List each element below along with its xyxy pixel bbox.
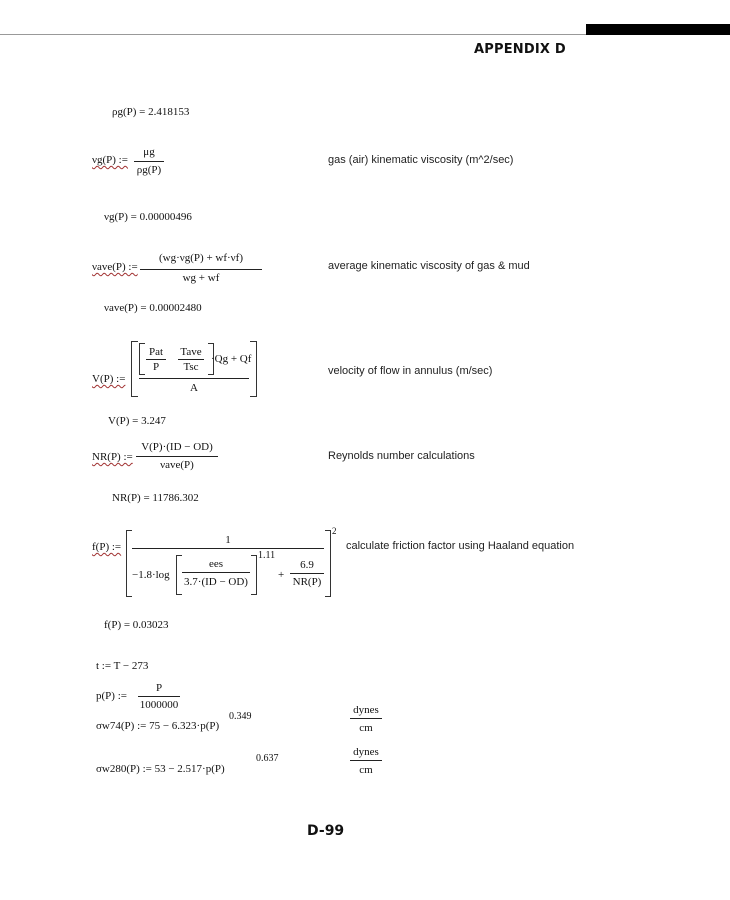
sigma-w280-exponent: 0.637 [256, 753, 279, 764]
velocity-annotation: velocity of flow in annulus (m/sec) [328, 365, 493, 377]
sigma-w74-units-denominator: cm [359, 722, 373, 734]
nu-ave-lhs: νave(P) := [92, 261, 138, 273]
friction-inner-fraction-bar [182, 572, 250, 573]
friction-coefficient: −1.8·log [132, 569, 170, 581]
friction-result: f(P) = 0.03023 [104, 619, 169, 631]
header-bar [586, 24, 730, 35]
pressure-numerator: P [155, 682, 163, 694]
velocity-right-bracket [250, 341, 257, 397]
friction-log-right-bracket [251, 555, 257, 595]
friction-plus: + [278, 569, 285, 581]
friction-roughness: ees [208, 558, 224, 570]
friction-square-exponent: 2 [332, 526, 337, 536]
temperature-definition: t := T − 273 [96, 660, 149, 672]
velocity-tave: Tave [180, 346, 202, 358]
velocity-p: P [152, 361, 160, 373]
sigma-w280-units-bar [350, 760, 382, 761]
velocity-pressure-fraction-bar [146, 359, 166, 360]
friction-reynolds-fraction-bar [290, 573, 324, 574]
nu-ave-annotation: average kinematic viscosity of gas & mud [328, 260, 530, 272]
rho-g-result: ρg(P) = 2.418153 [112, 106, 190, 118]
reynolds-fraction-bar [136, 456, 218, 457]
velocity-flow-term: ·Qg + Qf [211, 353, 252, 365]
velocity-area: A [190, 382, 198, 394]
reynolds-annotation: Reynolds number calculations [328, 450, 475, 462]
reynolds-lhs: NR(P) := [92, 451, 133, 463]
pressure-denominator: 1000000 [139, 699, 179, 711]
nu-g-fraction-bar [134, 161, 164, 162]
friction-lhs: f(P) := [92, 541, 122, 553]
velocity-lhs: V(P) := [92, 373, 126, 385]
nu-g-lhs: νg(P) := [92, 154, 128, 166]
sigma-w280-units-denominator: cm [359, 764, 373, 776]
pressure-fraction-bar [138, 696, 180, 697]
nu-g-result: νg(P) = 0.00000496 [104, 211, 192, 223]
nu-g-numerator: μg [143, 146, 155, 158]
velocity-fraction-bar [139, 378, 249, 379]
velocity-temperature-fraction-bar [178, 359, 204, 360]
sigma-w74-units-numerator: dynes [353, 704, 379, 716]
friction-six-nine: 6.9 [300, 559, 314, 571]
sigma-w74-definition: σw74(P) := 75 − 6.323·p(P) [96, 720, 220, 732]
nu-g-annotation: gas (air) kinematic viscosity (m^2/sec) [328, 154, 514, 166]
page-number: D-99 [307, 823, 345, 839]
appendix-heading: APPENDIX D [474, 42, 566, 57]
nu-g-denominator: ρg(P) [136, 164, 162, 176]
friction-exponent: 1.11 [258, 550, 276, 561]
sigma-w280-definition: σw280(P) := 53 − 2.517·p(P) [96, 763, 225, 775]
velocity-result: V(P) = 3.247 [108, 415, 166, 427]
friction-outer-right-bracket [325, 530, 331, 597]
sigma-w74-exponent: 0.349 [229, 711, 252, 722]
friction-one: 1 [225, 534, 231, 546]
nu-ave-numerator: (wg·νg(P) + wf·νf) [159, 252, 243, 264]
friction-reynolds: NR(P) [292, 576, 322, 588]
nu-ave-result: νave(P) = 0.00002480 [104, 302, 202, 314]
velocity-pat: Pat [148, 346, 164, 358]
sigma-w74-units-bar [350, 718, 382, 719]
reynolds-denominator: νave(P) [160, 459, 194, 471]
friction-annotation: calculate friction factor using Haaland equation [346, 540, 575, 552]
reynolds-result: NR(P) = 11786.302 [112, 492, 199, 504]
velocity-tsc: Tsc [183, 361, 199, 373]
velocity-inner-left-bracket [139, 343, 145, 375]
velocity-left-bracket [131, 341, 138, 397]
nu-ave-denominator: wg + wf [182, 272, 220, 284]
friction-diameter: 3.7·(ID − OD) [184, 576, 248, 588]
pressure-lhs: p(P) := [96, 690, 127, 702]
friction-fraction-bar [132, 548, 324, 549]
reynolds-numerator: V(P)·(ID − OD) [141, 441, 213, 453]
nu-ave-fraction-bar [140, 269, 262, 270]
sigma-w280-units-numerator: dynes [353, 746, 379, 758]
